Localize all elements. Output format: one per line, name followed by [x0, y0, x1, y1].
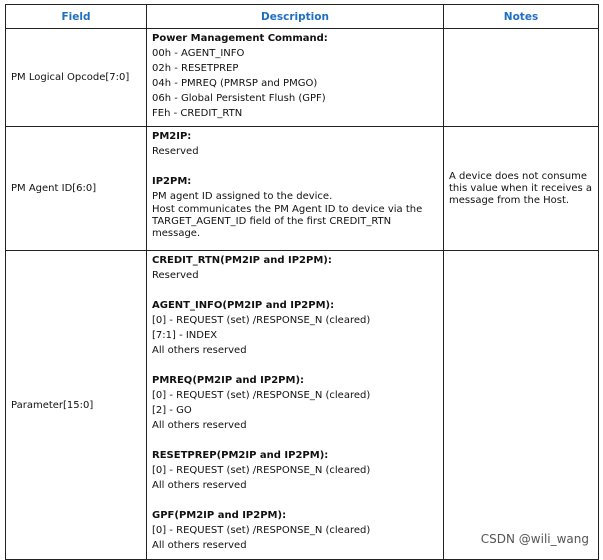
desc-line: [7:1] - INDEX: [152, 330, 218, 341]
header-field: Field: [6, 5, 147, 29]
watermark: CSDN @wili_wang: [480, 532, 589, 546]
desc-line: 00h - AGENT_INFO: [152, 48, 245, 59]
desc-title: PM2IP:: [152, 131, 192, 142]
desc-line: FEh - CREDIT_RTN: [152, 108, 243, 119]
description-cell: [147, 127, 444, 251]
desc-line: Host communicates the PM Agent ID to device via the TARGET_AGENT_ID field of the first CREDIT_RTN message.: [152, 204, 423, 239]
desc-line: Reserved: [152, 270, 199, 281]
desc-title: AGENT_INFO(PM2IP and IP2PM):: [152, 300, 335, 311]
pm-command-table: [5, 4, 599, 560]
table-row: [6, 29, 599, 127]
desc-line: [0] - REQUEST (set) /RESPONSE_N (cleared): [152, 465, 371, 476]
desc-title: RESETPREP(PM2IP and IP2PM):: [152, 450, 329, 461]
desc-title: IP2PM:: [152, 176, 192, 187]
desc-line: 04h - PMREQ (PMRSP and PMGO): [152, 78, 318, 89]
table-row: [6, 251, 599, 560]
desc-line: 02h - RESETPREP: [152, 63, 239, 74]
description-cell: [147, 29, 444, 127]
table-row: [6, 127, 599, 251]
desc-line: [0] - REQUEST (set) /RESPONSE_N (cleared): [152, 390, 371, 401]
desc-line: All others reserved: [152, 420, 247, 431]
notes-cell: [444, 127, 599, 251]
desc-line: 06h - Global Persistent Flush (GPF): [152, 93, 326, 104]
desc-line: [0] - REQUEST (set) /RESPONSE_N (cleared): [152, 525, 371, 536]
desc-line: PM agent ID assigned to the device.: [152, 191, 333, 202]
desc-line: [2] - GO: [152, 405, 192, 416]
field-cell: PM Logical Opcode[7:0]: [6, 29, 147, 127]
notes-text: A device does not consume this value when it receives a message from the Host.: [449, 170, 593, 206]
desc-title: GPF(PM2IP and IP2PM):: [152, 510, 287, 521]
header-notes: Notes: [444, 5, 599, 29]
desc-title: PMREQ(PM2IP and IP2PM):: [152, 375, 305, 386]
desc-line: All others reserved: [152, 480, 247, 491]
description-cell: [147, 251, 444, 560]
header-row: [6, 5, 599, 29]
header-description: Description: [147, 5, 444, 29]
desc-title: CREDIT_RTN(PM2IP and IP2PM):: [152, 255, 332, 266]
desc-line: All others reserved: [152, 540, 247, 551]
field-cell: Parameter[15:0]: [6, 251, 147, 560]
desc-line: Reserved: [152, 146, 199, 157]
desc-line: All others reserved: [152, 345, 247, 356]
desc-line: [0] - REQUEST (set) /RESPONSE_N (cleared): [152, 315, 371, 326]
notes-cell: [444, 29, 599, 127]
notes-cell: [444, 251, 599, 560]
field-cell: PM Agent ID[6:0]: [6, 127, 147, 251]
desc-title: Power Management Command:: [152, 33, 328, 44]
